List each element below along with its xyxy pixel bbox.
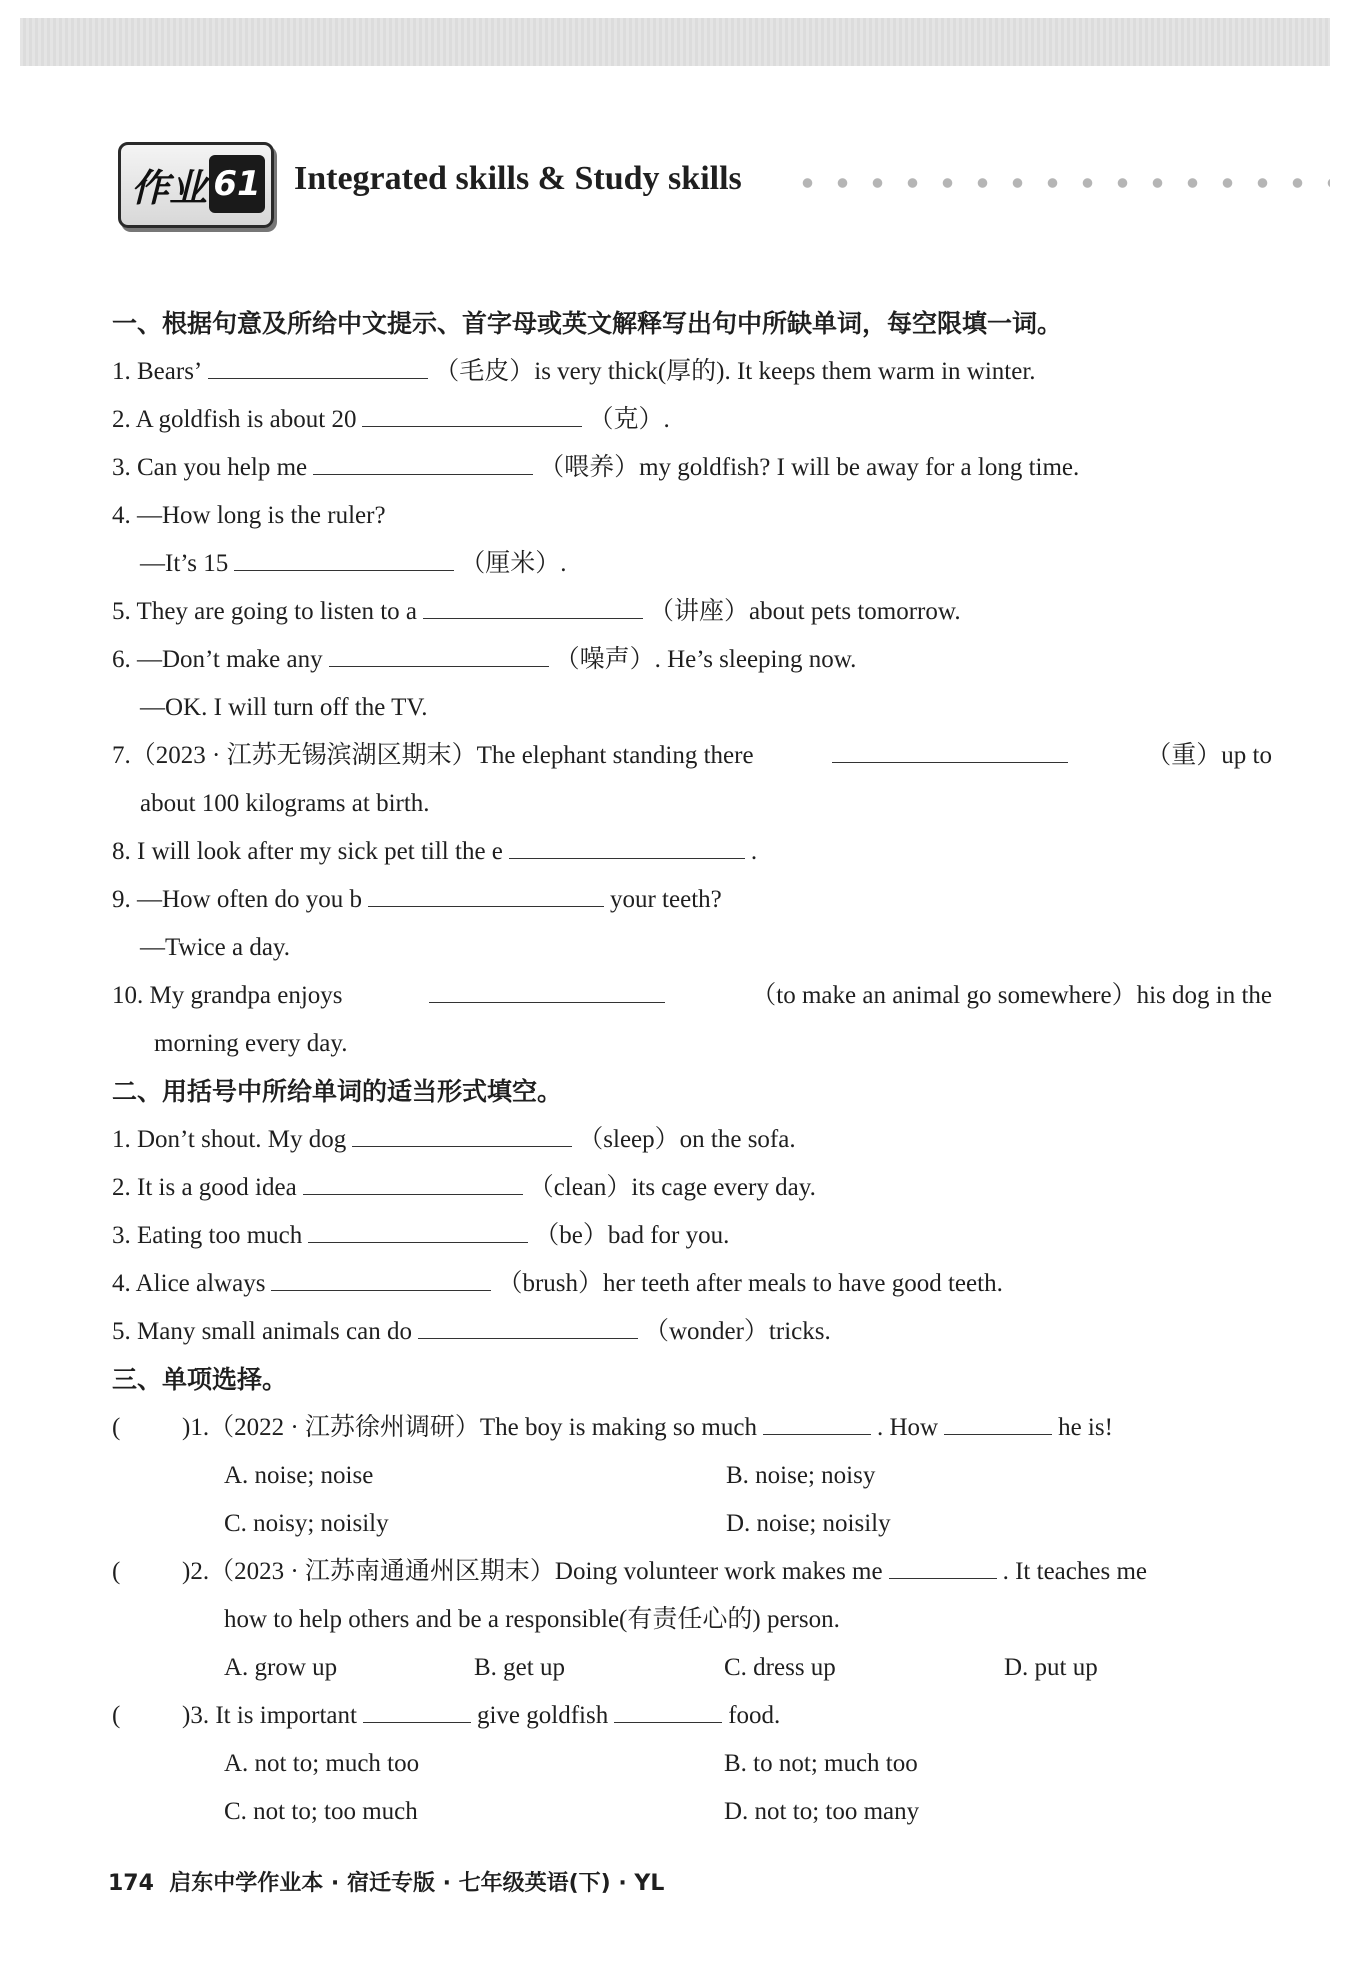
s1-q8-text-b: . — [750, 838, 758, 865]
s3-q1-answer-paren[interactable]: ( — [112, 1414, 121, 1441]
s3-q2-option-a[interactable]: A. grow up — [224, 1654, 338, 1681]
s1-q3-text-a: 3. Can you help me — [112, 454, 308, 481]
section3-heading: 三、单项选择。 — [112, 1365, 288, 1394]
section2-heading: 二、用括号中所给单词的适当形式填空。 — [112, 1077, 563, 1106]
s1-q5-text-b: （讲座）about pets tomorrow. — [649, 598, 961, 625]
s3-q1-option-a[interactable]: A. noise; noise — [224, 1462, 374, 1489]
s3-q1-blank-2[interactable] — [944, 1404, 1052, 1435]
s3-q3-option-a[interactable]: A. not to; much too — [224, 1750, 420, 1777]
s3-q2-text-a: )2.（2023 · 江苏南通通州区期末）Doing volunteer work makes me — [182, 1558, 883, 1585]
s1-q6-text-c: —OK. I will turn off the TV. — [140, 694, 428, 721]
s1-question-7-cont — [112, 780, 1272, 828]
scan-top-band — [20, 18, 1330, 66]
s3-q1-options-row1 — [112, 1452, 1272, 1500]
s3-q3-text-c: food. — [728, 1702, 781, 1729]
s1-q6-text-b: （噪声）. He’s sleeping now. — [554, 646, 857, 673]
s1-q3-text-b: （喂养）my goldfish? I will be away for a long time. — [539, 454, 1080, 481]
s1-question-4-answer — [112, 540, 1272, 588]
s2-q5-text-a: 5. Many small animals can do — [112, 1318, 412, 1345]
s1-q5-blank[interactable] — [423, 588, 643, 619]
s1-q9-text-c: —Twice a day. — [140, 934, 291, 961]
s1-q2-text-b: （克）. — [588, 406, 670, 433]
s2-question-2 — [112, 1164, 1272, 1212]
s3-question-2-cont — [112, 1596, 1272, 1644]
s1-question-1 — [112, 348, 1272, 396]
s3-q3-text-b: give goldfish — [476, 1702, 609, 1729]
s3-q1-text-b: . How — [876, 1414, 939, 1441]
s1-question-9 — [112, 876, 1272, 924]
s1-q2-blank[interactable] — [362, 396, 582, 427]
s1-question-10 — [112, 972, 1272, 1020]
book-title: 启东中学作业本 · 宿迁专版 · 七年级英语(下) · YL — [169, 1871, 665, 1896]
s1-question-2 — [112, 396, 1272, 444]
page-footer — [108, 1866, 664, 1897]
s1-q9-text-b: your teeth? — [609, 886, 722, 913]
s1-question-6-reply — [112, 684, 1272, 732]
s1-q4-blank[interactable] — [234, 540, 454, 571]
s3-q2-option-c[interactable]: C. dress up — [724, 1654, 836, 1681]
s3-q1-option-c[interactable]: C. noisy; noisily — [224, 1510, 389, 1537]
s3-q2-text-c: how to help others and be a responsible(有责任心的) person. — [224, 1606, 840, 1633]
s3-q3-blank-1[interactable] — [363, 1692, 471, 1723]
s1-q1-text-a: 1. Bears’ — [112, 358, 203, 385]
s2-q4-blank[interactable] — [271, 1260, 491, 1291]
s1-q1-blank[interactable] — [208, 348, 428, 379]
s1-q7-text-c: about 100 kilograms at birth. — [140, 790, 430, 817]
badge-label: 作业 — [131, 166, 208, 210]
s1-question-10-cont — [112, 1020, 1272, 1068]
s3-q1-option-b[interactable]: B. noise; noisy — [726, 1462, 876, 1489]
s1-q7-text-b: （重）up to — [1146, 742, 1272, 769]
s1-q6-blank[interactable] — [329, 636, 549, 667]
s2-q3-text-b: （be）bad for you. — [534, 1222, 730, 1249]
s1-q5-text-a: 5. They are going to listen to a — [112, 598, 418, 625]
s3-question-1 — [112, 1404, 1272, 1452]
s1-q10-text-a: 10. My grandpa enjoys — [112, 982, 343, 1009]
s3-q2-option-b[interactable]: B. get up — [474, 1654, 565, 1681]
s2-q1-blank[interactable] — [352, 1116, 572, 1147]
s3-q3-text-a: )3. It is important — [182, 1702, 357, 1729]
s2-question-4 — [112, 1260, 1272, 1308]
s2-q1-text-b: （sleep）on the sofa. — [578, 1126, 796, 1153]
badge-number: 61 — [209, 155, 265, 213]
s1-q10-text-c: morning every day. — [154, 1030, 348, 1057]
s3-question-2 — [112, 1548, 1272, 1596]
s1-q1-text-b: （毛皮）is very thick(厚的). It keeps them warm in winter. — [434, 358, 1036, 385]
s3-q3-option-c[interactable]: C. not to; too much — [224, 1798, 418, 1825]
s3-q1-option-d[interactable]: D. noise; noisily — [726, 1510, 891, 1537]
s1-question-3 — [112, 444, 1272, 492]
s3-question-3 — [112, 1692, 1272, 1740]
s2-q3-text-a: 3. Eating too much — [112, 1222, 303, 1249]
s2-q5-text-b: （wonder）tricks. — [643, 1318, 831, 1345]
s1-q9-text-a: 9. —How often do you b — [112, 886, 362, 913]
title-dot-rule — [790, 178, 1330, 188]
worksheet-body — [112, 300, 1272, 1836]
s2-q1-text-a: 1. Don’t shout. My dog — [112, 1126, 347, 1153]
s1-q2-text-a: 2. A goldfish is about 20 — [112, 406, 357, 433]
s1-q6-text-a: 6. —Don’t make any — [112, 646, 323, 673]
s3-q3-options-row1 — [112, 1740, 1272, 1788]
s1-q8-text-a: 8. I will look after my sick pet till the e — [112, 838, 503, 865]
s2-q5-blank[interactable] — [418, 1308, 638, 1339]
s3-q1-text-a: )1.（2022 · 江苏徐州调研）The boy is making so much — [182, 1414, 757, 1441]
s3-q2-text-b: . It teaches me — [1002, 1558, 1147, 1585]
s1-question-6 — [112, 636, 1272, 684]
s2-q4-text-a: 4. Alice always — [112, 1270, 266, 1297]
s2-q2-text-b: （clean）its cage every day. — [528, 1174, 816, 1201]
s3-q2-answer-paren[interactable]: ( — [112, 1558, 121, 1585]
s1-q3-blank[interactable] — [313, 444, 533, 475]
s1-question-9-reply — [112, 924, 1272, 972]
s1-q10-text-b: （to make an animal go somewhere）his dog in the — [751, 982, 1272, 1009]
s3-q3-answer-paren[interactable]: ( — [112, 1702, 121, 1729]
s3-q2-blank[interactable] — [889, 1548, 997, 1579]
s1-question-5 — [112, 588, 1272, 636]
section1-heading: 一、根据句意及所给中文提示、首字母或英文解释写出句中所缺单词，每空限填一词。 — [112, 309, 1063, 338]
s3-q1-blank-1[interactable] — [763, 1404, 871, 1435]
s2-q4-text-b: （brush）her teeth after meals to have good teeth. — [497, 1270, 1003, 1297]
s1-q4-text-c: （厘米）. — [460, 550, 567, 577]
s3-q3-option-d[interactable]: D. not to; too many — [724, 1798, 920, 1825]
s2-question-5 — [112, 1308, 1272, 1356]
s1-q10-blank[interactable] — [429, 972, 665, 1003]
s2-q3-blank[interactable] — [308, 1212, 528, 1243]
s1-q7-blank[interactable] — [832, 732, 1068, 763]
s2-question-1 — [112, 1116, 1272, 1164]
s2-q2-text-a: 2. It is a good idea — [112, 1174, 297, 1201]
s2-question-3 — [112, 1212, 1272, 1260]
s1-question-4 — [112, 492, 1272, 540]
s1-question-7 — [112, 732, 1272, 780]
s3-q3-options-row2 — [112, 1788, 1272, 1836]
s3-q2-options — [112, 1644, 1272, 1692]
s3-q3-option-b[interactable]: B. to not; much too — [724, 1750, 918, 1777]
s1-q8-blank[interactable] — [509, 828, 745, 859]
s1-question-8 — [112, 828, 1272, 876]
lesson-title: Integrated skills & Study skills — [294, 160, 742, 197]
s1-q9-blank[interactable] — [368, 876, 604, 907]
s3-q2-option-d[interactable]: D. put up — [1004, 1654, 1098, 1681]
s1-q4-text-b: —It’s 15 — [140, 550, 229, 577]
s2-q2-blank[interactable] — [303, 1164, 523, 1195]
s3-q1-text-c: he is! — [1058, 1414, 1113, 1441]
s3-q3-blank-2[interactable] — [614, 1692, 722, 1723]
s1-q4-text-a: 4. —How long is the ruler? — [112, 502, 386, 529]
page-number: 174 — [108, 1871, 154, 1896]
s3-q1-options-row2 — [112, 1500, 1272, 1548]
homework-badge — [118, 142, 274, 228]
s1-q7-text-a: 7.（2023 · 江苏无锡滨湖区期末）The elephant standing there — [112, 742, 754, 769]
